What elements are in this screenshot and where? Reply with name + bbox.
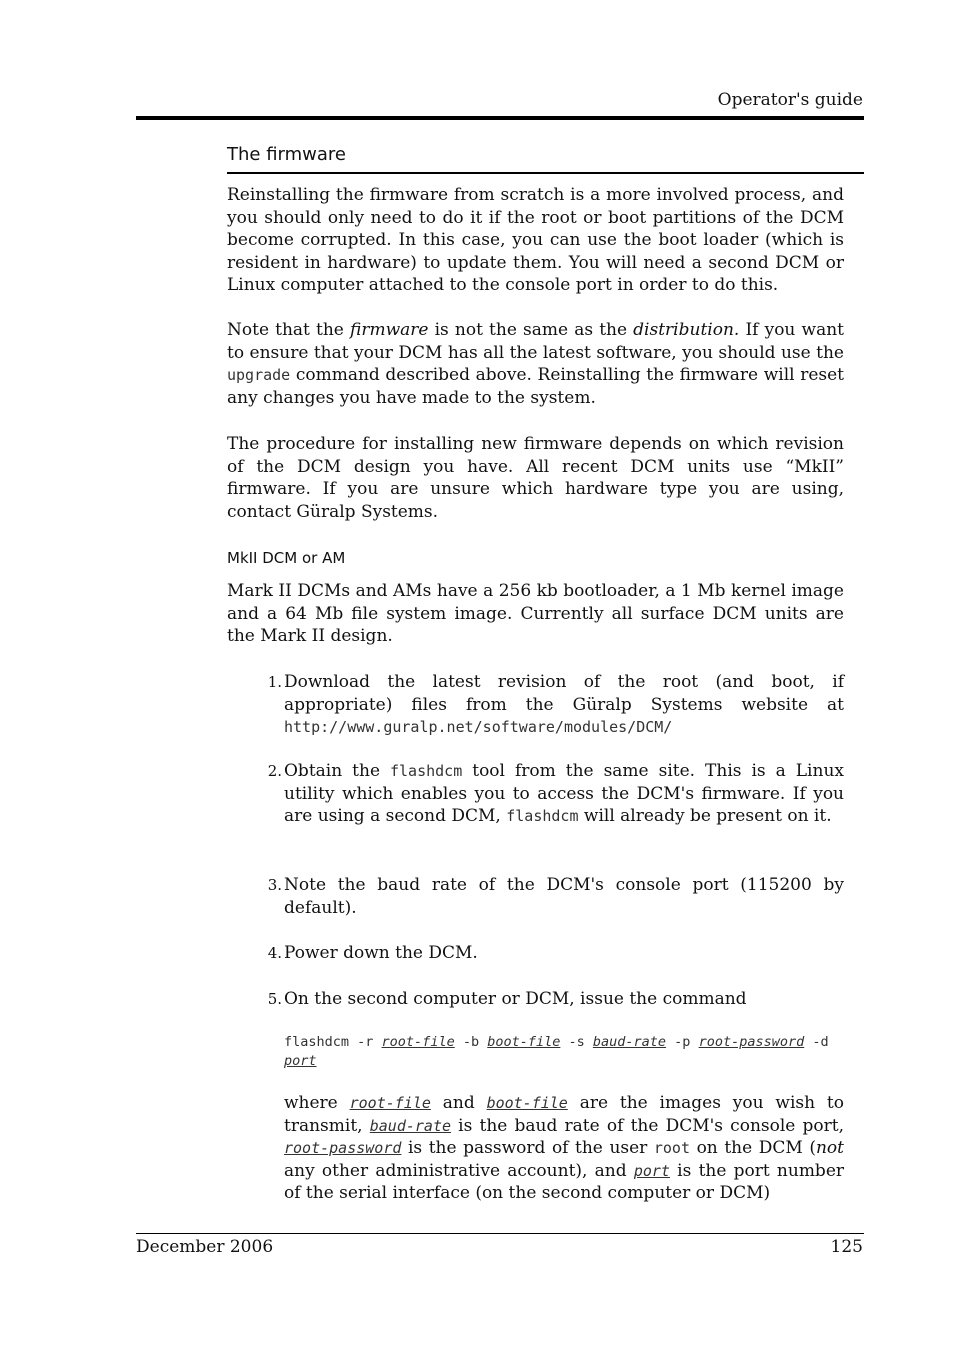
page-header-title: Operator's guide	[717, 90, 863, 110]
code-flashdcm: flashdcm	[506, 807, 579, 826]
section-heading: The firmware	[227, 144, 346, 165]
text-fragment: command described above. Reinstalling the firmware will reset any changes you have made to the system.	[227, 365, 844, 408]
param-root-file: root-file	[381, 1034, 455, 1050]
paragraph-mark-ii: Mark II DCMs and AMs have a 256 kb bootloader, a 1 Mb kernel image and a 64 Mb file system image. Currently all surface DCM units are the Mark II design.	[227, 581, 844, 647]
param-root-file: root-file	[349, 1094, 431, 1112]
text-fragment: Obtain the	[284, 761, 390, 781]
paragraph-firmware-note	[227, 319, 844, 409]
param-baud-rate: baud-rate	[369, 1116, 452, 1135]
param-root-password: root-password	[698, 1034, 805, 1050]
text-fragment: is not the same as the	[428, 320, 634, 340]
emphasis-not: not	[815, 1138, 844, 1159]
param-port: port	[633, 1161, 670, 1180]
text-fragment: and	[430, 1093, 487, 1113]
step-number: 4.	[267, 944, 282, 962]
code-fragment: flashdcm -r	[284, 1034, 382, 1050]
step-number: 3.	[267, 876, 282, 894]
step-text: On the second computer or DCM, issue the command	[284, 989, 747, 1009]
command-block	[284, 1033, 844, 1071]
text-fragment: is the password of the user	[401, 1138, 654, 1159]
step-text: Note the baud rate of the DCM's console port (115200 by default).	[284, 875, 844, 918]
subsection-heading: MkII DCM or AM	[227, 549, 346, 567]
paragraph-reinstalling: Reinstalling the firmware from scratch is a more involved process, and you should only need to do it if the root or boot partitions of the DCM become corrupted. In this case, you can use the boot loader (which is resident in hardware) to update them. You will need a second DCM or Linux computer attached to the console port in order to do this.	[227, 185, 844, 296]
text-fragment: tool from the same site. This is a Linux utility which enables you to access the DCM's firmware. If you are using a second DCM,	[284, 761, 844, 827]
code-fragment: -d	[804, 1034, 829, 1050]
step-text	[284, 760, 844, 828]
text-fragment: Note that the	[227, 320, 350, 340]
section-heading-rule	[227, 172, 864, 174]
param-boot-file: boot-file	[486, 1094, 568, 1112]
step-number: 5.	[267, 990, 282, 1008]
text-fragment: any other administrative account), and	[284, 1160, 634, 1181]
url-software-modules[interactable]: http://www.guralp.net/software/modules/DCM/	[284, 718, 673, 737]
text-fragment: is the port number of the serial interface (on the second computer or DCM)	[284, 1160, 845, 1204]
param-baud-rate: baud-rate	[592, 1034, 667, 1050]
text-fragment: on the DCM (	[690, 1138, 816, 1159]
step-text: Power down the DCM.	[284, 943, 478, 963]
text-fragment: Download the latest revision of the root (and boot, if appropriate) files from the Güralp Systems website at	[284, 672, 844, 715]
code-fragment: -s	[560, 1034, 593, 1050]
paragraph-procedure: The procedure for installing new firmware depends on which revision of the DCM design you have. All recent DCM units use “MkII” firmware. If you are unsure which hardware type you are using, contact Güralp Systems.	[227, 434, 844, 522]
footer-rule	[136, 1233, 864, 1234]
param-boot-file: boot-file	[487, 1034, 561, 1050]
paragraph-where	[284, 1092, 844, 1205]
step-number: 1.	[267, 673, 282, 691]
step-text	[284, 671, 844, 739]
text-fragment: where	[284, 1093, 350, 1113]
param-root-password: root-password	[284, 1139, 402, 1158]
code-root-user: root	[653, 1139, 690, 1158]
code-upgrade: upgrade	[227, 366, 291, 385]
text-fragment: are the images you wish to transmit,	[284, 1093, 844, 1136]
term-distribution: distribution.	[633, 320, 740, 340]
text-fragment: If you want to ensure that your DCM has all the latest software, you should use the	[227, 320, 844, 363]
text-fragment: is the baud rate of the DCM's console port,	[451, 1115, 844, 1136]
footer-date: December 2006	[136, 1237, 274, 1257]
text-fragment: will already be present on it.	[578, 806, 832, 827]
term-firmware: firmware	[350, 320, 429, 340]
param-port: port	[284, 1053, 317, 1069]
code-fragment: -p	[666, 1034, 699, 1050]
code-flashdcm: flashdcm	[390, 762, 463, 780]
footer-page-number: 125	[830, 1237, 863, 1257]
header-rule	[136, 116, 864, 120]
code-fragment: -b	[454, 1034, 488, 1050]
step-number: 2.	[267, 762, 282, 780]
